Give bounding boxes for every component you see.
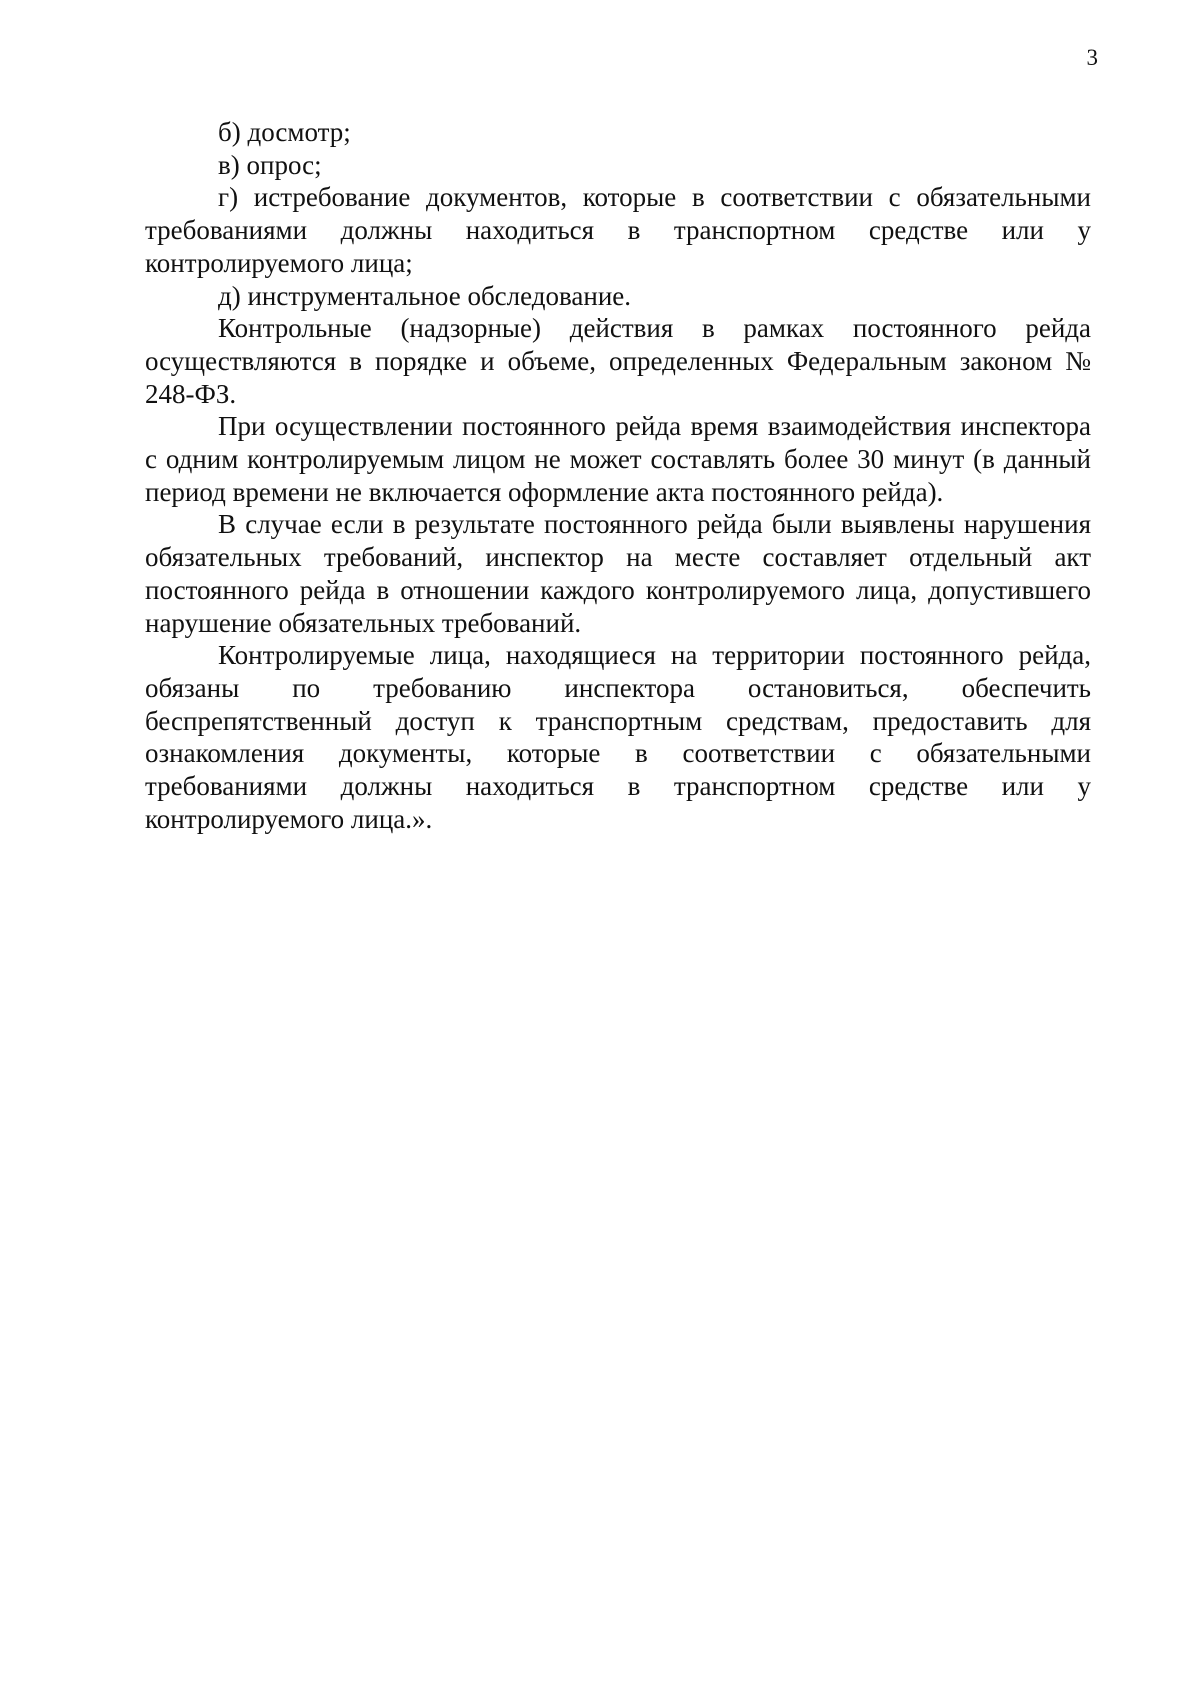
paragraph-controlled-persons-obligations: Контролируемые лица, находящиеся на территории постоянного рейда, обязаны по требованию инспектора остановиться, обеспечить беспрепятственный доступ к транспортным средствам, предоставить для ознакомления документы, которые в соответствии с обязательными требованиями должны находиться в транспортном средстве или у контролируемого лица.».	[145, 640, 1091, 834]
paragraph-interaction-time: При осуществлении постоянного рейда время взаимодействия инспектора с одним контролируемым лицом не может составлять более 30 минут (в данный период времени не включается оформление акта постоянного рейда).	[145, 411, 1091, 507]
paragraph-control-actions: Контрольные (надзорные) действия в рамках постоянного рейда осуществляются в порядке и объеме, определенных Федеральным законом № 248-ФЗ.	[145, 313, 1091, 409]
page-number: 3	[1086, 45, 1098, 70]
paragraph-violations-act: В случае если в результате постоянного рейда были выявлены нарушения обязательных требований, инспектор на месте составляет отдельный акт постоянного рейда в отношении каждого контролируемого лица, допустившего нарушение обязательных требований.	[145, 509, 1091, 638]
paragraph-inspection: б) досмотр;	[218, 117, 351, 147]
document-body	[145, 116, 1091, 835]
paragraph-document-request: г) истребование документов, которые в соответствии с обязательными требованиями должны находиться в транспортном средстве или у контролируемого лица;	[145, 182, 1091, 278]
paragraph-survey: в) опрос;	[218, 149, 322, 180]
paragraph-instrumental-examination: д) инструментальное обследование.	[218, 280, 632, 311]
